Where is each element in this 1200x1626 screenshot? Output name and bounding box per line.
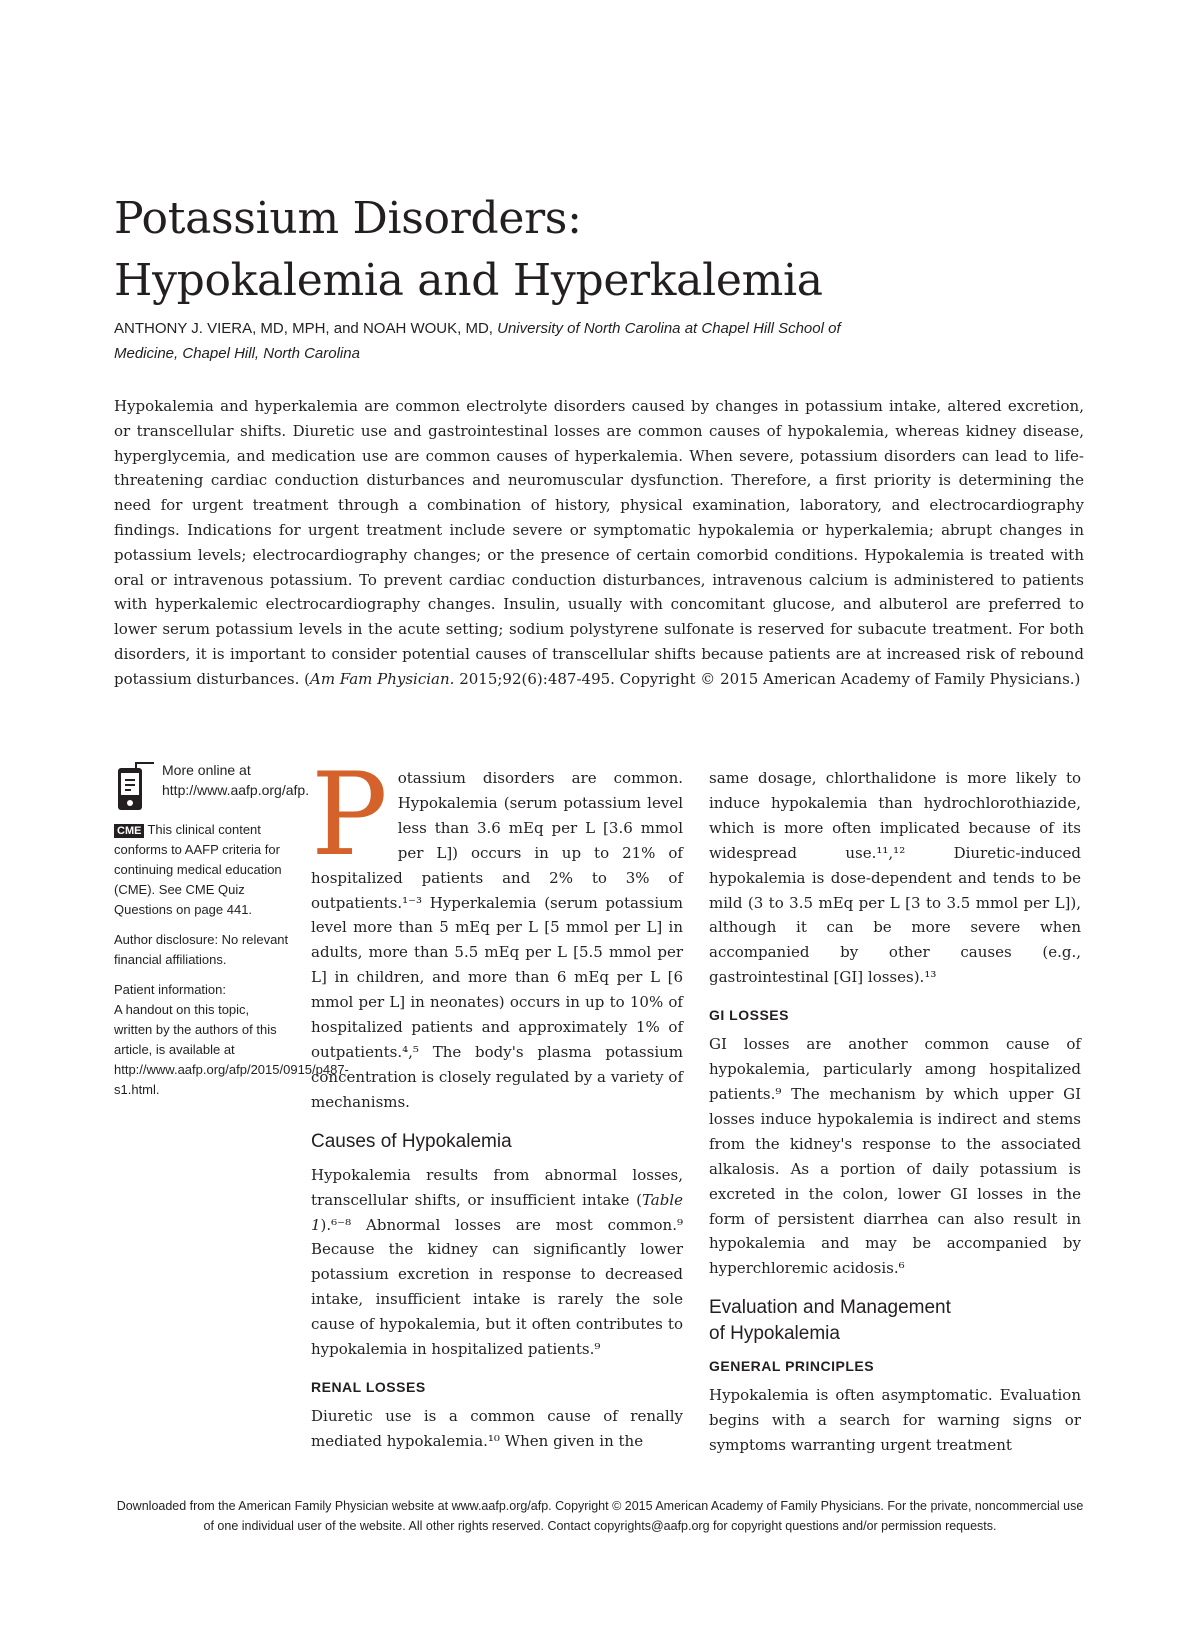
abstract-citation: 2015;92(6):487-495. Copyright © 2015 American Academy of Family Physicians.): [454, 669, 1081, 688]
column-middle: [311, 748, 683, 1454]
cme-badge: CME: [114, 824, 144, 838]
intro-paragraph: [311, 748, 683, 1115]
abstract-journal: Am Fam Physician.: [309, 669, 455, 688]
heading-gi-losses: GI LOSSES: [709, 1007, 789, 1024]
cme-text: This clinical content conforms to AAFP criteria for continuing medical education (CME). See CME Quiz Questions on page 441.: [114, 822, 282, 917]
author-byline: [114, 316, 874, 366]
causes-paragraph: [311, 1163, 683, 1362]
mobile-device-icon: [114, 760, 156, 812]
cme-note: [114, 820, 289, 920]
patient-info-label: Patient information:: [114, 982, 227, 997]
article-title: [114, 188, 823, 312]
author-names: ANTHONY J. VIERA, MD, MPH, and NOAH WOUK, MD,: [114, 320, 493, 337]
drop-cap: P: [311, 748, 388, 881]
intro-text: otassium disorders are common. Hypokalemia (serum potassium level less than 3.6 mEq per L [3.6 mmol per L]) occurs in up to 21% of hospitalized patients and 2% to 3% of outpatients.¹⁻³ Hyperkalemia (serum potassium level more than 5 mEq per L [5 mmol per L] in adults, more than 5.5 mEq per L [5.5 mmol per L] in children, and more than 6 mEq per L [6 mmol per L] in neonates) occurs in up to 10% of hospitalized patients and approximately 1% of outpatients.⁴,⁵ The body's plasma potassium concentration is closely regulated by a variety of mechanisms.: [311, 769, 683, 1111]
patient-info-text[interactable]: A handout on this topic, written by the authors of this article, is available at http://www.aafp.org/afp/2015/0915/p487-s1.html.: [114, 1002, 349, 1097]
abstract: [114, 394, 1084, 692]
causes-text-b: ).⁶⁻⁸ Abnormal losses are most common.⁹ Because the kidney can significantly lower potassium excretion in response to decreased intake, insufficient intake is rarely the sole cause of hypokalemia, but it often contributes to hypokalemia in hospitalized patients.⁹: [311, 1215, 683, 1359]
heading-eval-line-1: Evaluation and Management: [709, 1297, 951, 1319]
more-online-block: [114, 760, 310, 812]
heading-causes-of-hypokalemia: Causes of Hypokalemia: [311, 1130, 512, 1152]
title-line-2: Hypokalemia and Hyperkalemia: [114, 255, 823, 306]
gi-paragraph: GI losses are another common cause of hypokalemia, particularly among hospitalized patients.⁹ The mechanism by which upper GI losses induce hypokalemia is indirect and stems from the kidney's response to the associated alkalosis. As a portion of daily potassium is excreted in the colon, lower GI losses in the form of persistent diarrhea can also result in hypokalemia and may be accompanied by hyperchloremic acidosis.⁶: [709, 1035, 1081, 1278]
table-reference[interactable]: Table 1: [311, 1190, 683, 1234]
heading-general-principles: GENERAL PRINCIPLES: [709, 1358, 875, 1375]
abstract-body: Hypokalemia and hyperkalemia are common electrolyte disorders caused by changes in potassium intake, altered excretion, or transcellular shifts. Diuretic use and gastrointestinal losses are common causes of hypokalemia, whereas kidney disease, hyperglycemia, and medication use are common causes of hyperkalemia. When severe, potassium disorders can lead to life-threatening cardiac conduction disturbances and neuromuscular dysfunction. Therefore, a first priority is determining the need for urgent treatment through a combination of history, physical examination, laboratory, and electrocardiography findings. Indications for urgent treatment include severe or symptomatic hypokalemia or hyperkalemia; abrupt changes in potassium levels; electrocardiography changes; or the presence of certain comorbid conditions. Hypokalemia is treated with oral or intravenous potassium. To prevent cardiac conduction disturbances, intravenous calcium is administered to patients with hyperkalemic electrocardiography changes. Insulin, usually with concomitant glucose, and albuterol are preferred to lower serum potassium levels in the acute setting; sodium polystyrene sulfonate is reserved for subacute treatment. For both disorders, it is important to consider potential causes of transcellular shifts because patients are at increased risk of rebound potassium disturbances. (: [114, 397, 1084, 688]
heading-eval-line-2: of Hypokalemia: [709, 1323, 840, 1345]
more-online-link[interactable]: More online at http://www.aafp.org/afp.: [162, 762, 310, 798]
renal-paragraph: Diuretic use is a common cause of renally mediated hypokalemia.¹⁰ When given in the: [311, 1406, 683, 1450]
general-paragraph: Hypokalemia is often asymptomatic. Evaluation begins with a search for warning signs or symptoms warranting urgent treatment: [709, 1386, 1081, 1455]
heading-evaluation-management: [709, 1295, 1081, 1347]
heading-renal-losses: RENAL LOSSES: [311, 1378, 426, 1395]
patient-information: [114, 980, 349, 1100]
causes-text-a: Hypokalemia results from abnormal losses, transcellular shifts, or insufficient intake (: [311, 1165, 683, 1209]
author-disclosure: Author disclosure: No relevant financial affiliations.: [114, 932, 289, 967]
diuretic-paragraph: same dosage, chlorthalidone is more likely to induce hypokalemia than hydrochlorothiazide, which is more often implicated because of its widespread use.¹¹,¹² Diuretic-induced hypokalemia is dose-dependent and tends to be mild (3 to 3.5 mEq per L [3 to 3.5 mmol per L]), although it can be more severe when accompanied by other causes (e.g., gastrointestinal [GI] losses).¹³: [709, 769, 1081, 987]
sidebar: [114, 760, 349, 1110]
copyright-footer: Downloaded from the American Family Physician website at www.aafp.org/afp. Copyright © 2015 American Academy of Family Physicians. For the private, noncommercial use of one individual user of the website. All other rights reserved. Contact copyrights@aafp.org for copyright questions and/or permission requests.: [116, 1499, 1084, 1533]
title-line-1: Potassium Disorders:: [114, 193, 582, 244]
column-right: [709, 766, 1081, 1458]
author-affiliation: University of North Carolina at Chapel Hill School of Medicine, Chapel Hill, North Carolina: [114, 320, 841, 362]
